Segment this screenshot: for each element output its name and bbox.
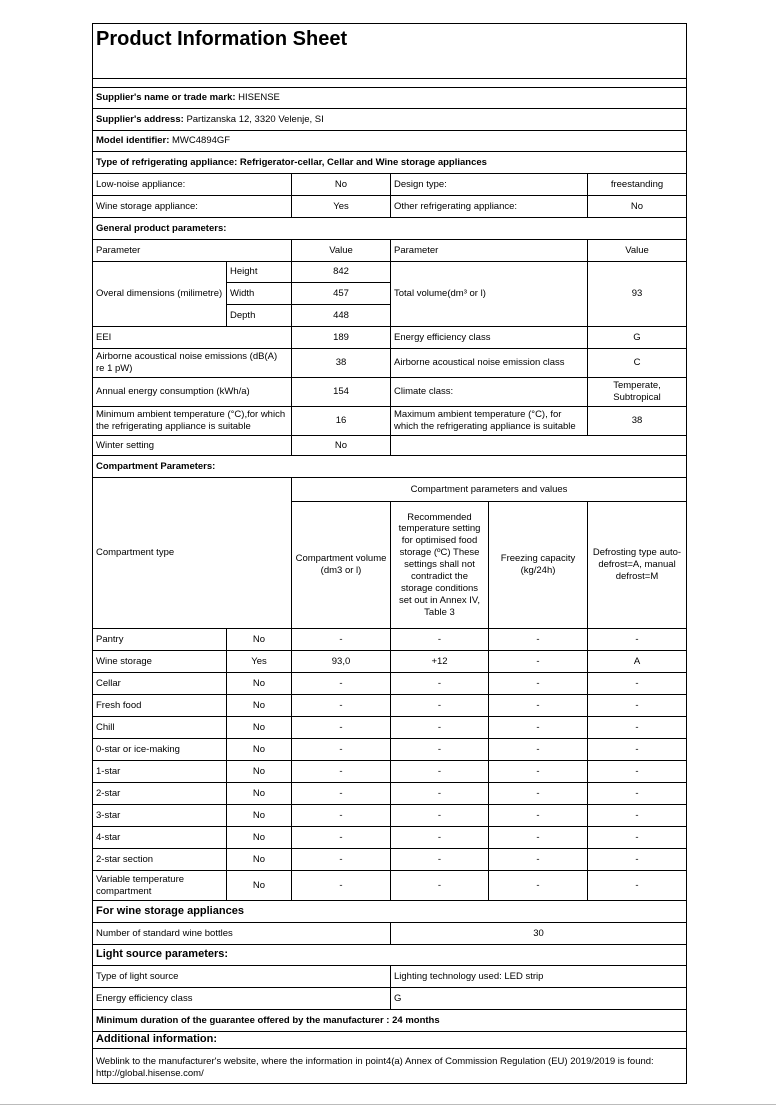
product-information-sheet: [92, 23, 686, 1084]
compartment-defrost: -: [588, 827, 687, 849]
climate-class-label: Climate class:: [391, 378, 588, 407]
compartment-temp: -: [391, 849, 489, 871]
wine-bottles-value: 30: [391, 923, 687, 945]
general-parameters-heading: General product parameters:: [93, 218, 687, 240]
width-label: Width: [227, 283, 292, 305]
eei-value: 189: [292, 327, 391, 349]
low-noise-value: No: [292, 174, 391, 196]
compartment-row: [93, 673, 687, 695]
compartment-defrost: -: [588, 805, 687, 827]
wine-bottles-label: Number of standard wine bottles: [93, 923, 391, 945]
compartment-name: Chill: [93, 717, 227, 739]
dimensions-label: Overal dimensions (milimetre): [93, 262, 227, 327]
light-source-heading: Light source parameters:: [93, 945, 687, 966]
page-title: Product Information Sheet: [93, 24, 687, 79]
compartment-volume: -: [292, 783, 391, 805]
compartment-name: 0-star or ice-making: [93, 739, 227, 761]
guarantee-value: 24 months: [392, 1014, 440, 1026]
design-type-value: freestanding: [588, 174, 687, 196]
compartment-volume: -: [292, 629, 391, 651]
compartment-defrost: -: [588, 761, 687, 783]
compartment-row: [93, 871, 687, 901]
compartment-present: No: [227, 827, 292, 849]
guarantee-label: Minimum duration of the guarantee offered by the manufacturer :: [96, 1014, 390, 1026]
compartment-freezing: -: [489, 695, 588, 717]
winter-setting-label: Winter setting: [93, 436, 292, 456]
appliance-type: Type of refrigerating appliance: Refrigerator-cellar, Cellar and Wine storage appliances: [93, 152, 687, 174]
info-table: [92, 23, 687, 1084]
compartment-row: [93, 695, 687, 717]
compartment-present: No: [227, 739, 292, 761]
compartment-present: No: [227, 629, 292, 651]
compartment-row: [93, 739, 687, 761]
width-value: 457: [292, 283, 391, 305]
compartment-temp: -: [391, 673, 489, 695]
compartment-temp: -: [391, 827, 489, 849]
max-temp-value: 38: [588, 407, 687, 436]
compartment-present: No: [227, 849, 292, 871]
compartment-present: No: [227, 805, 292, 827]
wine-storage-label: Wine storage appliance:: [93, 196, 292, 218]
supplier-address-row: [93, 109, 687, 131]
compartment-defrost: A: [588, 651, 687, 673]
compartment-freezing: -: [489, 805, 588, 827]
compartment-defrost: -: [588, 629, 687, 651]
compartment-parameters-heading: Compartment Parameters:: [93, 456, 687, 478]
winter-setting-value: No: [292, 436, 391, 456]
compartment-name: Variable temperature compartment: [93, 871, 227, 901]
noise-class-label: Airborne acoustical noise emission class: [391, 349, 588, 378]
compartment-name: 1-star: [93, 761, 227, 783]
light-class-value: G: [391, 988, 687, 1010]
min-temp-label: Minimum ambient temperature (°C),for which the refrigerating appliance is suitable: [93, 407, 292, 436]
noise-emission-value: 38: [292, 349, 391, 378]
winter-setting-empty: [391, 436, 687, 456]
model-identifier-label: Model identifier:: [96, 135, 170, 147]
compartment-defrost: -: [588, 871, 687, 901]
compartment-row: [93, 849, 687, 871]
low-noise-label: Low-noise appliance:: [93, 174, 292, 196]
supplier-address-value: Partizanska 12, 3320 Velenje, SI: [186, 113, 324, 125]
model-identifier-row: [93, 131, 687, 152]
compartment-volume: -: [292, 717, 391, 739]
compartment-freezing: -: [489, 717, 588, 739]
compartment-row: [93, 629, 687, 651]
min-temp-value: 16: [292, 407, 391, 436]
annual-energy-label: Annual energy consumption (kWh/a): [93, 378, 292, 407]
compartment-name: Wine storage: [93, 651, 227, 673]
compartment-temp: -: [391, 871, 489, 901]
compartment-name: 2-star: [93, 783, 227, 805]
compartment-freezing: -: [489, 673, 588, 695]
supplier-name-row: [93, 88, 687, 109]
defrosting-type-header: Defrosting type auto-defrost=A, manual defrost=M: [588, 502, 687, 629]
compartment-name: Cellar: [93, 673, 227, 695]
compartment-volume: -: [292, 805, 391, 827]
compartment-temp: -: [391, 805, 489, 827]
compartment-name: Pantry: [93, 629, 227, 651]
compartment-freezing: -: [489, 761, 588, 783]
supplier-name-value: HISENSE: [238, 92, 280, 104]
compartment-freezing: -: [489, 629, 588, 651]
additional-info-heading: Additional information:: [93, 1032, 687, 1049]
compartment-temp: -: [391, 783, 489, 805]
value-header: Value: [292, 240, 391, 262]
wine-storage-value: Yes: [292, 196, 391, 218]
compartment-row: [93, 827, 687, 849]
depth-value: 448: [292, 305, 391, 327]
height-label: Height: [227, 262, 292, 283]
other-appliance-label: Other refrigerating appliance:: [391, 196, 588, 218]
compartment-row: [93, 761, 687, 783]
compartment-temp: -: [391, 761, 489, 783]
compartment-present: No: [227, 717, 292, 739]
compartment-defrost: -: [588, 783, 687, 805]
compartment-freezing: -: [489, 871, 588, 901]
light-class-label: Energy efficiency class: [93, 988, 391, 1010]
recommended-temp-header: Recommended temperature setting for optimised food storage (ºC) These settings shall not contradict the storage conditions set out in Annex IV, Table 3: [391, 502, 489, 629]
compartment-row: [93, 717, 687, 739]
compartment-volume: -: [292, 673, 391, 695]
compartment-type-header: Compartment type: [93, 478, 292, 629]
compartment-defrost: -: [588, 673, 687, 695]
design-type-label: Design type:: [391, 174, 588, 196]
compartment-freezing: -: [489, 849, 588, 871]
compartment-name: 3-star: [93, 805, 227, 827]
compartment-volume: -: [292, 739, 391, 761]
compartment-temp: +12: [391, 651, 489, 673]
compartment-name: 2-star section: [93, 849, 227, 871]
compartment-freezing: -: [489, 783, 588, 805]
compartment-freezing: -: [489, 827, 588, 849]
supplier-address-label: Supplier's address:: [96, 113, 184, 125]
climate-class-value: Temperate, Subtropical: [588, 378, 687, 407]
light-source-type-value: Lighting technology used: LED strip: [391, 966, 687, 988]
compartment-present: No: [227, 761, 292, 783]
energy-class-label: Energy efficiency class: [391, 327, 588, 349]
eei-label: EEI: [93, 327, 292, 349]
compartment-volume: -: [292, 761, 391, 783]
compartment-temp: -: [391, 739, 489, 761]
freezing-capacity-header: Freezing capacity (kg/24h): [489, 502, 588, 629]
compartment-name: Fresh food: [93, 695, 227, 717]
guarantee-row: [93, 1010, 687, 1032]
compartment-defrost: -: [588, 849, 687, 871]
compartment-row: [93, 805, 687, 827]
compartment-defrost: -: [588, 717, 687, 739]
compartment-volume-header: Compartment volume (dm3 or l): [292, 502, 391, 629]
compartment-values-header: Compartment parameters and values: [292, 478, 687, 502]
compartment-volume: -: [292, 849, 391, 871]
compartment-volume: -: [292, 871, 391, 901]
compartment-volume: -: [292, 827, 391, 849]
value-header-2: Value: [588, 240, 687, 262]
total-volume-label: Total volume(dm³ or l): [391, 262, 588, 327]
compartment-volume: -: [292, 695, 391, 717]
model-identifier-value: MWC4894GF: [172, 135, 231, 147]
compartment-present: No: [227, 673, 292, 695]
depth-label: Depth: [227, 305, 292, 327]
parameter-header-2: Parameter: [391, 240, 588, 262]
compartment-temp: -: [391, 629, 489, 651]
total-volume-value: 93: [588, 262, 687, 327]
compartment-present: No: [227, 871, 292, 901]
energy-class-value: G: [588, 327, 687, 349]
other-appliance-value: No: [588, 196, 687, 218]
height-value: 842: [292, 262, 391, 283]
compartment-volume: 93,0: [292, 651, 391, 673]
compartment-defrost: -: [588, 695, 687, 717]
compartment-freezing: -: [489, 739, 588, 761]
compartment-present: Yes: [227, 651, 292, 673]
noise-emission-label: Airborne acoustical noise emissions (dB(A) re 1 pW): [93, 349, 292, 378]
annual-energy-value: 154: [292, 378, 391, 407]
parameter-header: Parameter: [93, 240, 292, 262]
compartment-freezing: -: [489, 651, 588, 673]
page-bottom-divider: [0, 1104, 776, 1105]
compartment-temp: -: [391, 717, 489, 739]
compartment-temp: -: [391, 695, 489, 717]
light-source-type-label: Type of light source: [93, 966, 391, 988]
compartment-defrost: -: [588, 739, 687, 761]
compartment-row: [93, 651, 687, 673]
compartment-name: 4-star: [93, 827, 227, 849]
compartment-row: [93, 783, 687, 805]
noise-class-value: C: [588, 349, 687, 378]
max-temp-label: Maximum ambient temperature (°C), for which the refrigerating appliance is suitable: [391, 407, 588, 436]
wine-storage-heading: For wine storage appliances: [93, 901, 687, 923]
compartment-present: No: [227, 783, 292, 805]
spacer: [93, 79, 687, 88]
compartment-present: No: [227, 695, 292, 717]
compartment-rows: [93, 629, 687, 901]
additional-info-text: Weblink to the manufacturer's website, where the information in point4(a) Annex of Commission Regulation (EU) 2019/2019 is found: http://global.hisense.com/: [93, 1053, 687, 1083]
supplier-name-label: Supplier's name or trade mark:: [96, 92, 236, 104]
